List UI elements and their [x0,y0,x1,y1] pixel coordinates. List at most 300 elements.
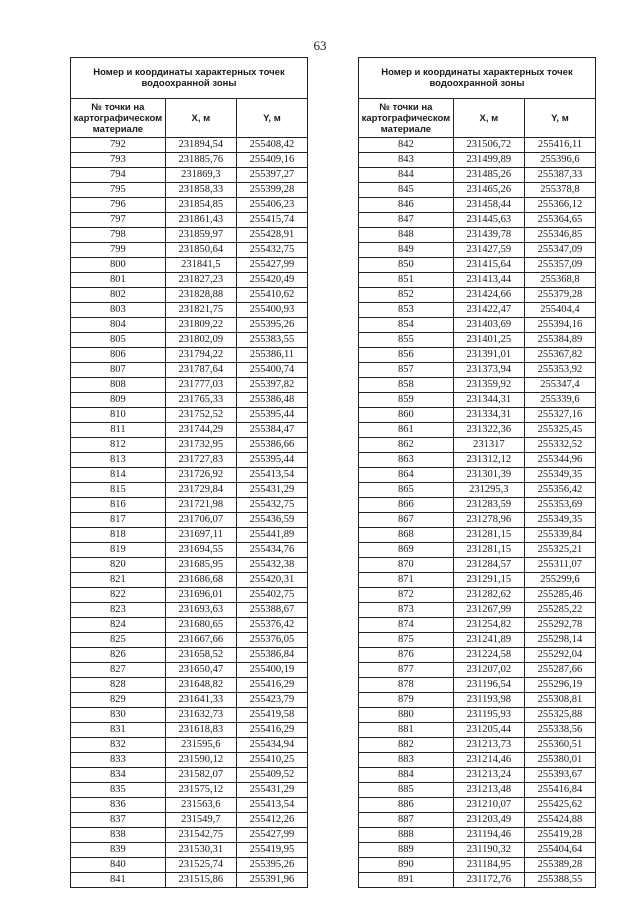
table-row [359,198,596,213]
table-row [71,813,308,828]
table-title-row [71,58,308,99]
point-number-cell: 818 [71,528,166,543]
y-coordinate-cell: 255419,28 [524,828,595,843]
y-coordinate-cell: 255292,04 [524,648,595,663]
x-coordinate-cell: 231694,55 [165,543,236,558]
y-coordinate-cell: 255356,42 [524,483,595,498]
table-body-left [71,138,308,888]
y-coordinate-cell: 255397,27 [236,168,307,183]
table-row [359,843,596,858]
point-number-cell: 825 [71,633,166,648]
x-coordinate-cell: 231859,97 [165,228,236,243]
table-row [359,738,596,753]
table-row [71,438,308,453]
table-row [71,723,308,738]
table-row [71,273,308,288]
point-number-cell: 831 [71,723,166,738]
point-number-cell: 813 [71,453,166,468]
point-number-cell: 844 [359,168,454,183]
x-coordinate-cell: 231696,01 [165,588,236,603]
x-coordinate-cell: 231282,62 [453,588,524,603]
x-coordinate-cell: 231213,73 [453,738,524,753]
point-number-cell: 799 [71,243,166,258]
x-coordinate-cell: 231422,47 [453,303,524,318]
y-coordinate-cell: 255413,54 [236,798,307,813]
y-coordinate-cell: 255409,52 [236,768,307,783]
x-coordinate-cell: 231777,03 [165,378,236,393]
point-number-cell: 806 [71,348,166,363]
x-coordinate-cell: 231193,98 [453,693,524,708]
x-coordinate-cell: 231680,65 [165,618,236,633]
y-coordinate-cell: 255285,22 [524,603,595,618]
table-row [359,708,596,723]
y-coordinate-cell: 255412,26 [236,813,307,828]
y-coordinate-cell: 255425,62 [524,798,595,813]
x-coordinate-cell: 231267,99 [453,603,524,618]
point-number-cell: 847 [359,213,454,228]
x-coordinate-cell: 231727,83 [165,453,236,468]
x-coordinate-cell: 231648,82 [165,678,236,693]
y-coordinate-cell: 255428,91 [236,228,307,243]
coordinates-table-left [70,57,308,888]
x-coordinate-cell: 231281,15 [453,528,524,543]
x-coordinate-cell: 231575,12 [165,783,236,798]
point-number-cell: 890 [359,858,454,873]
table-row [359,213,596,228]
y-coordinate-cell: 255416,84 [524,783,595,798]
x-coordinate-cell: 231821,75 [165,303,236,318]
x-coordinate-cell: 231590,12 [165,753,236,768]
table-row [71,288,308,303]
y-coordinate-cell: 255379,28 [524,288,595,303]
page-number: 63 [313,38,327,53]
x-coordinate-cell: 231729,84 [165,483,236,498]
y-coordinate-cell: 255344,96 [524,453,595,468]
table-row [71,513,308,528]
x-coordinate-cell: 231658,52 [165,648,236,663]
table-row [71,738,308,753]
x-coordinate-cell: 231213,48 [453,783,524,798]
x-coordinate-cell: 231515,86 [165,873,236,888]
point-number-cell: 817 [71,513,166,528]
table-row [359,393,596,408]
point-number-cell: 884 [359,768,454,783]
table-row [359,273,596,288]
y-coordinate-cell: 255393,67 [524,768,595,783]
table-header-row [359,99,596,138]
table-row [359,573,596,588]
x-coordinate-cell: 231317 [453,438,524,453]
x-coordinate-cell: 231861,43 [165,213,236,228]
point-number-cell: 877 [359,663,454,678]
y-coordinate-cell: 255416,29 [236,678,307,693]
x-coordinate-cell: 231301,39 [453,468,524,483]
table-row [359,693,596,708]
point-number-cell: 803 [71,303,166,318]
point-number-cell: 793 [71,153,166,168]
table-row [71,363,308,378]
point-number-cell: 889 [359,843,454,858]
table-row [359,513,596,528]
y-coordinate-cell: 255436,59 [236,513,307,528]
y-coordinate-cell: 255423,79 [236,693,307,708]
x-coordinate-cell: 231284,57 [453,558,524,573]
table-row [359,663,596,678]
point-number-cell: 794 [71,168,166,183]
x-coordinate-cell: 231213,24 [453,768,524,783]
table-row [71,303,308,318]
point-number-cell: 849 [359,243,454,258]
y-coordinate-cell: 255383,55 [236,333,307,348]
point-number-cell: 869 [359,543,454,558]
table-row [71,678,308,693]
y-coordinate-cell: 255400,19 [236,663,307,678]
point-number-cell: 838 [71,828,166,843]
point-number-cell: 796 [71,198,166,213]
point-number-cell: 837 [71,813,166,828]
table-row [359,783,596,798]
point-number-cell: 842 [359,138,454,153]
point-number-cell: 832 [71,738,166,753]
column-header-x: X, м [165,99,236,138]
point-number-cell: 864 [359,468,454,483]
point-number-cell: 862 [359,438,454,453]
x-coordinate-cell: 231641,33 [165,693,236,708]
table-row [359,588,596,603]
column-header-y: Y, м [236,99,307,138]
x-coordinate-cell: 231802,09 [165,333,236,348]
point-number-cell: 804 [71,318,166,333]
point-number-cell: 848 [359,228,454,243]
y-coordinate-cell: 255391,96 [236,873,307,888]
point-number-cell: 872 [359,588,454,603]
y-coordinate-cell: 255360,51 [524,738,595,753]
table-title: Номер и координаты характерных точек водоохранной зоны [71,58,308,99]
y-coordinate-cell: 255349,35 [524,513,595,528]
point-number-cell: 795 [71,183,166,198]
x-coordinate-cell: 231205,44 [453,723,524,738]
table-row [71,378,308,393]
x-coordinate-cell: 231752,52 [165,408,236,423]
point-number-cell: 828 [71,678,166,693]
point-number-cell: 855 [359,333,454,348]
table-row [71,498,308,513]
x-coordinate-cell: 231281,15 [453,543,524,558]
point-number-cell: 853 [359,303,454,318]
x-coordinate-cell: 231542,75 [165,828,236,843]
table-row [71,213,308,228]
x-coordinate-cell: 231241,89 [453,633,524,648]
table-row [359,348,596,363]
table-row [71,588,308,603]
point-number-cell: 836 [71,798,166,813]
table-row [71,228,308,243]
table-row [71,348,308,363]
table-row [359,228,596,243]
table-row [71,633,308,648]
point-number-cell: 841 [71,873,166,888]
x-coordinate-cell: 231312,12 [453,453,524,468]
y-coordinate-cell: 255287,66 [524,663,595,678]
table-row [359,753,596,768]
point-number-cell: 868 [359,528,454,543]
x-coordinate-cell: 231858,33 [165,183,236,198]
x-coordinate-cell: 231667,66 [165,633,236,648]
point-number-cell: 866 [359,498,454,513]
point-number-cell: 812 [71,438,166,453]
table-row [71,783,308,798]
point-number-cell: 891 [359,873,454,888]
y-coordinate-cell: 255347,09 [524,243,595,258]
x-coordinate-cell: 231632,73 [165,708,236,723]
table-row [71,183,308,198]
y-coordinate-cell: 255427,99 [236,828,307,843]
point-number-cell: 797 [71,213,166,228]
point-number-cell: 802 [71,288,166,303]
table-title-row [359,58,596,99]
y-coordinate-cell: 255394,16 [524,318,595,333]
coordinates-table-right [358,57,596,888]
y-coordinate-cell: 255404,64 [524,843,595,858]
y-coordinate-cell: 255404,4 [524,303,595,318]
table-row [359,243,596,258]
y-coordinate-cell: 255384,47 [236,423,307,438]
table-row [359,438,596,453]
y-coordinate-cell: 255386,66 [236,438,307,453]
x-coordinate-cell: 231210,07 [453,798,524,813]
point-number-cell: 859 [359,393,454,408]
x-coordinate-cell: 231828,88 [165,288,236,303]
y-coordinate-cell: 255339,84 [524,528,595,543]
point-number-cell: 800 [71,258,166,273]
y-coordinate-cell: 255311,07 [524,558,595,573]
y-coordinate-cell: 255325,21 [524,543,595,558]
table-row [71,843,308,858]
x-coordinate-cell: 231854,85 [165,198,236,213]
y-coordinate-cell: 255376,05 [236,633,307,648]
table-row [359,138,596,153]
y-coordinate-cell: 255384,89 [524,333,595,348]
x-coordinate-cell: 231894,54 [165,138,236,153]
y-coordinate-cell: 255395,26 [236,318,307,333]
x-coordinate-cell: 231693,63 [165,603,236,618]
point-number-cell: 856 [359,348,454,363]
y-coordinate-cell: 255368,8 [524,273,595,288]
table-row [359,498,596,513]
y-coordinate-cell: 255416,11 [524,138,595,153]
point-number-cell: 820 [71,558,166,573]
point-number-cell: 885 [359,783,454,798]
y-coordinate-cell: 255400,74 [236,363,307,378]
table-row [359,558,596,573]
x-coordinate-cell: 231203,49 [453,813,524,828]
x-coordinate-cell: 231530,31 [165,843,236,858]
y-coordinate-cell: 255400,93 [236,303,307,318]
x-coordinate-cell: 231415,64 [453,258,524,273]
x-coordinate-cell: 231427,59 [453,243,524,258]
point-number-cell: 882 [359,738,454,753]
point-number-cell: 845 [359,183,454,198]
table-row [71,243,308,258]
table-row [359,333,596,348]
y-coordinate-cell: 255395,44 [236,408,307,423]
table-row [71,753,308,768]
x-coordinate-cell: 231499,89 [453,153,524,168]
x-coordinate-cell: 231809,22 [165,318,236,333]
x-coordinate-cell: 231172,76 [453,873,524,888]
point-number-cell: 830 [71,708,166,723]
x-coordinate-cell: 231485,26 [453,168,524,183]
x-coordinate-cell: 231618,83 [165,723,236,738]
point-number-cell: 814 [71,468,166,483]
column-header-y: Y, м [524,99,595,138]
point-number-cell: 888 [359,828,454,843]
y-coordinate-cell: 255416,29 [236,723,307,738]
table-row [71,603,308,618]
table-row [359,678,596,693]
y-coordinate-cell: 255408,42 [236,138,307,153]
y-coordinate-cell: 255298,14 [524,633,595,648]
table-row [359,408,596,423]
y-coordinate-cell: 255386,84 [236,648,307,663]
table-row [359,483,596,498]
y-coordinate-cell: 255434,94 [236,738,307,753]
y-coordinate-cell: 255380,01 [524,753,595,768]
point-number-cell: 873 [359,603,454,618]
y-coordinate-cell: 255389,28 [524,858,595,873]
y-coordinate-cell: 255376,42 [236,618,307,633]
y-coordinate-cell: 255387,33 [524,168,595,183]
table-row [359,723,596,738]
point-number-cell: 833 [71,753,166,768]
x-coordinate-cell: 231686,68 [165,573,236,588]
table-title: Номер и координаты характерных точек водоохранной зоны [359,58,596,99]
x-coordinate-cell: 231885,76 [165,153,236,168]
point-number-cell: 839 [71,843,166,858]
x-coordinate-cell: 231765,33 [165,393,236,408]
point-number-cell: 858 [359,378,454,393]
y-coordinate-cell: 255434,76 [236,543,307,558]
x-coordinate-cell: 231869,3 [165,168,236,183]
table-row [359,633,596,648]
y-coordinate-cell: 255285,46 [524,588,595,603]
x-coordinate-cell: 231563,6 [165,798,236,813]
x-coordinate-cell: 231195,93 [453,708,524,723]
point-number-cell: 861 [359,423,454,438]
point-number-cell: 865 [359,483,454,498]
y-coordinate-cell: 255409,16 [236,153,307,168]
y-coordinate-cell: 255347,4 [524,378,595,393]
point-number-cell: 826 [71,648,166,663]
y-coordinate-cell: 255366,12 [524,198,595,213]
y-coordinate-cell: 255432,75 [236,243,307,258]
table-row [71,258,308,273]
y-coordinate-cell: 255299,6 [524,573,595,588]
table-row [359,528,596,543]
point-number-cell: 808 [71,378,166,393]
table-row [359,618,596,633]
table-row [359,873,596,888]
y-coordinate-cell: 255410,25 [236,753,307,768]
y-coordinate-cell: 255406,23 [236,198,307,213]
y-coordinate-cell: 255325,45 [524,423,595,438]
x-coordinate-cell: 231595,6 [165,738,236,753]
table-row [71,408,308,423]
x-coordinate-cell: 231424,66 [453,288,524,303]
y-coordinate-cell: 255395,44 [236,453,307,468]
x-coordinate-cell: 231291,15 [453,573,524,588]
table-row [359,153,596,168]
table-row [71,318,308,333]
y-coordinate-cell: 255415,74 [236,213,307,228]
point-number-cell: 809 [71,393,166,408]
x-coordinate-cell: 231224,58 [453,648,524,663]
x-coordinate-cell: 231207,02 [453,663,524,678]
x-coordinate-cell: 231254,82 [453,618,524,633]
point-number-cell: 819 [71,543,166,558]
x-coordinate-cell: 231403,69 [453,318,524,333]
x-coordinate-cell: 231744,29 [165,423,236,438]
x-coordinate-cell: 231465,26 [453,183,524,198]
point-number-cell: 870 [359,558,454,573]
table-row [359,258,596,273]
x-coordinate-cell: 231706,07 [165,513,236,528]
point-number-cell: 879 [359,693,454,708]
x-coordinate-cell: 231283,59 [453,498,524,513]
point-number-cell: 878 [359,678,454,693]
table-row [71,543,308,558]
table-row [359,303,596,318]
y-coordinate-cell: 255432,38 [236,558,307,573]
y-coordinate-cell: 255419,95 [236,843,307,858]
x-coordinate-cell: 231214,46 [453,753,524,768]
point-number-cell: 850 [359,258,454,273]
y-coordinate-cell: 255349,35 [524,468,595,483]
x-coordinate-cell: 231373,94 [453,363,524,378]
table-header-row [71,99,308,138]
table-row [359,648,596,663]
x-coordinate-cell: 231732,95 [165,438,236,453]
table-row [71,423,308,438]
x-coordinate-cell: 231827,23 [165,273,236,288]
table-row [359,468,596,483]
x-coordinate-cell: 231391,01 [453,348,524,363]
x-coordinate-cell: 231685,95 [165,558,236,573]
point-number-cell: 886 [359,798,454,813]
x-coordinate-cell: 231445,63 [453,213,524,228]
point-number-cell: 821 [71,573,166,588]
x-coordinate-cell: 231344,31 [453,393,524,408]
y-coordinate-cell: 255338,56 [524,723,595,738]
y-coordinate-cell: 255427,99 [236,258,307,273]
point-number-cell: 823 [71,603,166,618]
x-coordinate-cell: 231359,92 [453,378,524,393]
column-header-x: X, м [453,99,524,138]
point-number-cell: 880 [359,708,454,723]
table-row [71,573,308,588]
y-coordinate-cell: 255397,82 [236,378,307,393]
y-coordinate-cell: 255386,48 [236,393,307,408]
y-coordinate-cell: 255441,89 [236,528,307,543]
table-row [359,168,596,183]
table-row [71,648,308,663]
table-row [71,858,308,873]
table-row [359,378,596,393]
x-coordinate-cell: 231194,46 [453,828,524,843]
x-coordinate-cell: 231726,92 [165,468,236,483]
y-coordinate-cell: 255432,75 [236,498,307,513]
point-number-cell: 846 [359,198,454,213]
